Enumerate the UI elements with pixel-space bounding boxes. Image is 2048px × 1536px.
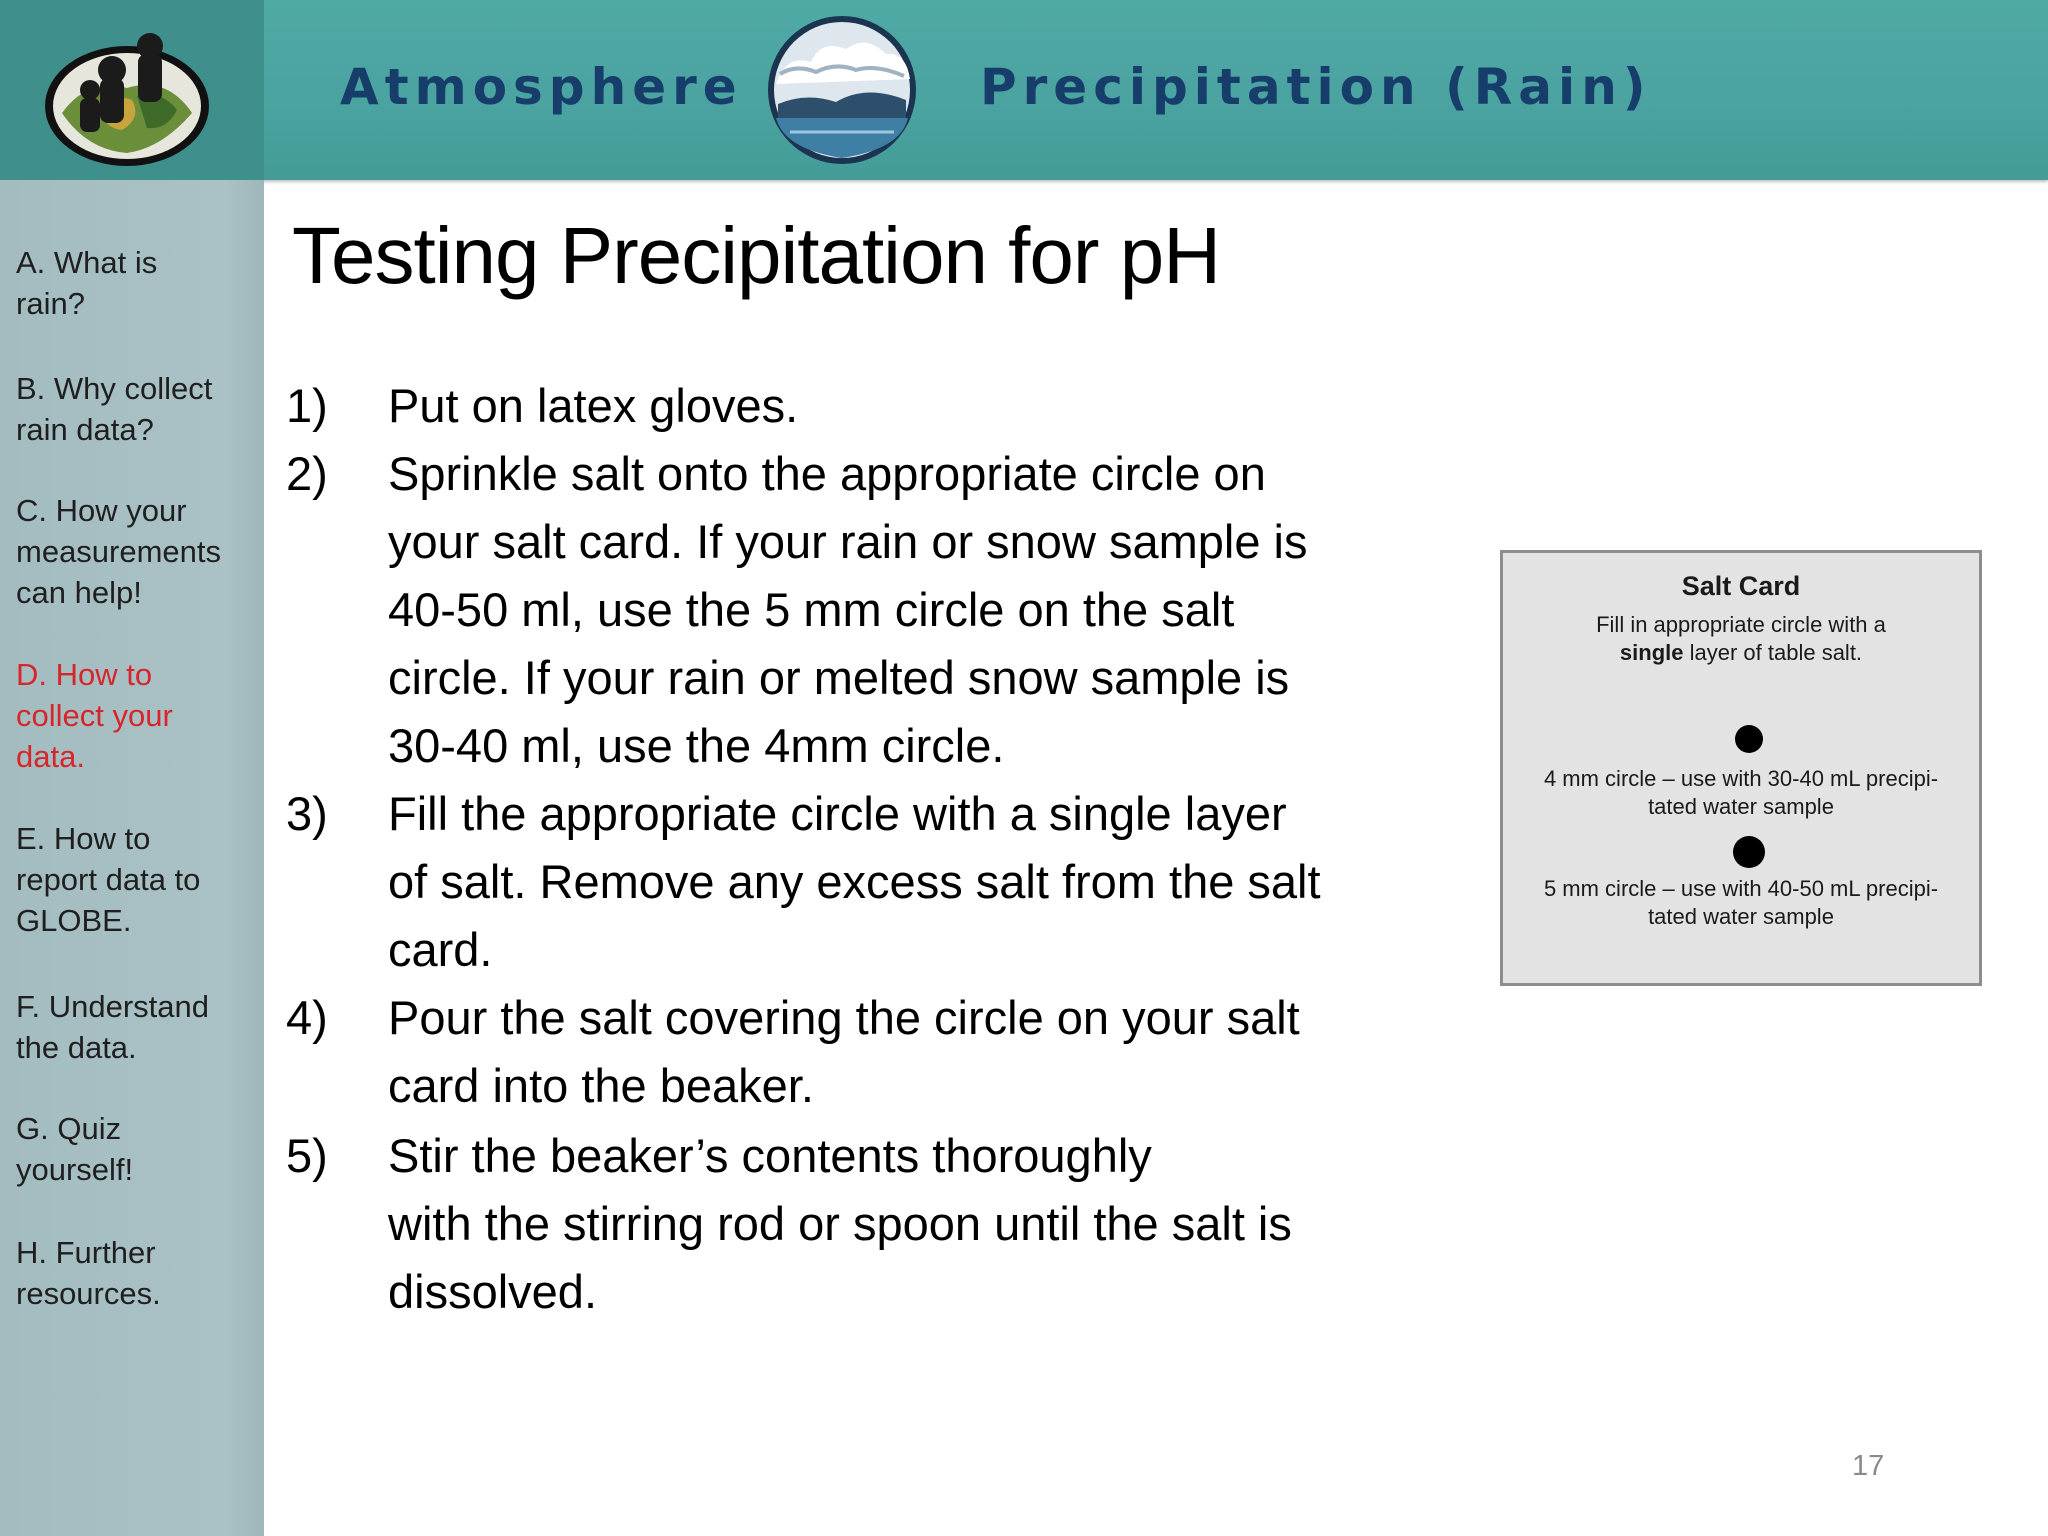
- step-text: Put on latex gloves.: [388, 379, 799, 432]
- step-number: 2): [286, 447, 328, 500]
- step-text: Fill the appropriate circle with a single layer of salt. Remove any excess salt from the salt card.: [388, 787, 1321, 976]
- circle-5mm-icon: [1733, 836, 1765, 868]
- sidebar-item-quiz[interactable]: G. Quiz yourself!: [16, 1111, 134, 1187]
- step-item: [286, 1122, 1426, 1326]
- page-number: 17: [1852, 1450, 1885, 1482]
- step-text: Pour the salt covering the circle on your salt card into the beaker.: [388, 991, 1300, 1112]
- salt-card-instruction-bold: single: [1619, 640, 1684, 665]
- circle-4mm-icon: [1735, 725, 1763, 753]
- globe-logo-icon: [42, 18, 212, 168]
- sidebar-item-why-collect[interactable]: B. Why collect rain data?: [16, 371, 213, 447]
- step-item: [286, 984, 1426, 1120]
- sidebar-item-report-data[interactable]: E. How to report data to GLOBE.: [16, 821, 201, 938]
- salt-card-instruction-post: layer of table salt.: [1689, 640, 1863, 665]
- step-item: [286, 372, 1426, 440]
- step-item: [286, 440, 1426, 780]
- step-number: 4): [286, 991, 328, 1044]
- logo-box: [0, 0, 264, 180]
- step-number: 5): [286, 1129, 328, 1182]
- cloud-landscape-badge-icon: [766, 14, 918, 166]
- sidebar-nav: [0, 180, 264, 1536]
- sidebar-item-further-resources[interactable]: H. Further resources.: [16, 1235, 161, 1311]
- sidebar-item-measurements-help[interactable]: C. How your measurements can help!: [16, 493, 222, 610]
- salt-card-image: [1500, 550, 1982, 986]
- salt-card-instruction: [1533, 611, 1949, 667]
- sidebar-item-understand-data[interactable]: F. Understand the data.: [16, 989, 209, 1065]
- salt-card-caption-4mm: 4 mm circle – use with 30-40 mL precipi- tated water sample: [1543, 766, 1939, 819]
- step-item: [286, 780, 1426, 984]
- step-number: 1): [286, 379, 328, 432]
- salt-card-caption-5mm: 5 mm circle – use with 40-50 mL precipi- tated water sample: [1543, 876, 1939, 929]
- header-banner: [0, 0, 2048, 180]
- header-atmosphere-label: Atmosphere: [340, 58, 743, 116]
- salt-card-instruction-pre: Fill in appropriate circle with a: [1596, 612, 1886, 637]
- step-text: Stir the beaker’s contents thoroughly with the stirring rod or spoon until the salt is dissolved.: [388, 1129, 1292, 1318]
- sidebar-item-how-to-collect[interactable]: D. How to collect your data.: [16, 657, 173, 774]
- header-precipitation-label: Precipitation (Rain): [980, 58, 1652, 116]
- salt-card-title: Salt Card: [1681, 571, 1801, 601]
- step-number: 3): [286, 787, 328, 840]
- page-title: Testing Precipitation for pH: [292, 211, 1221, 300]
- step-text: Sprinkle salt onto the appropriate circle on your salt card. If your rain or snow sample is 40-50 ml, use the 5 mm circle on the salt circle. If your rain or melted snow sample is 30-40 ml, use the 4mm circle.: [388, 447, 1308, 772]
- sidebar-item-what-is-rain[interactable]: A. What is rain?: [16, 245, 158, 321]
